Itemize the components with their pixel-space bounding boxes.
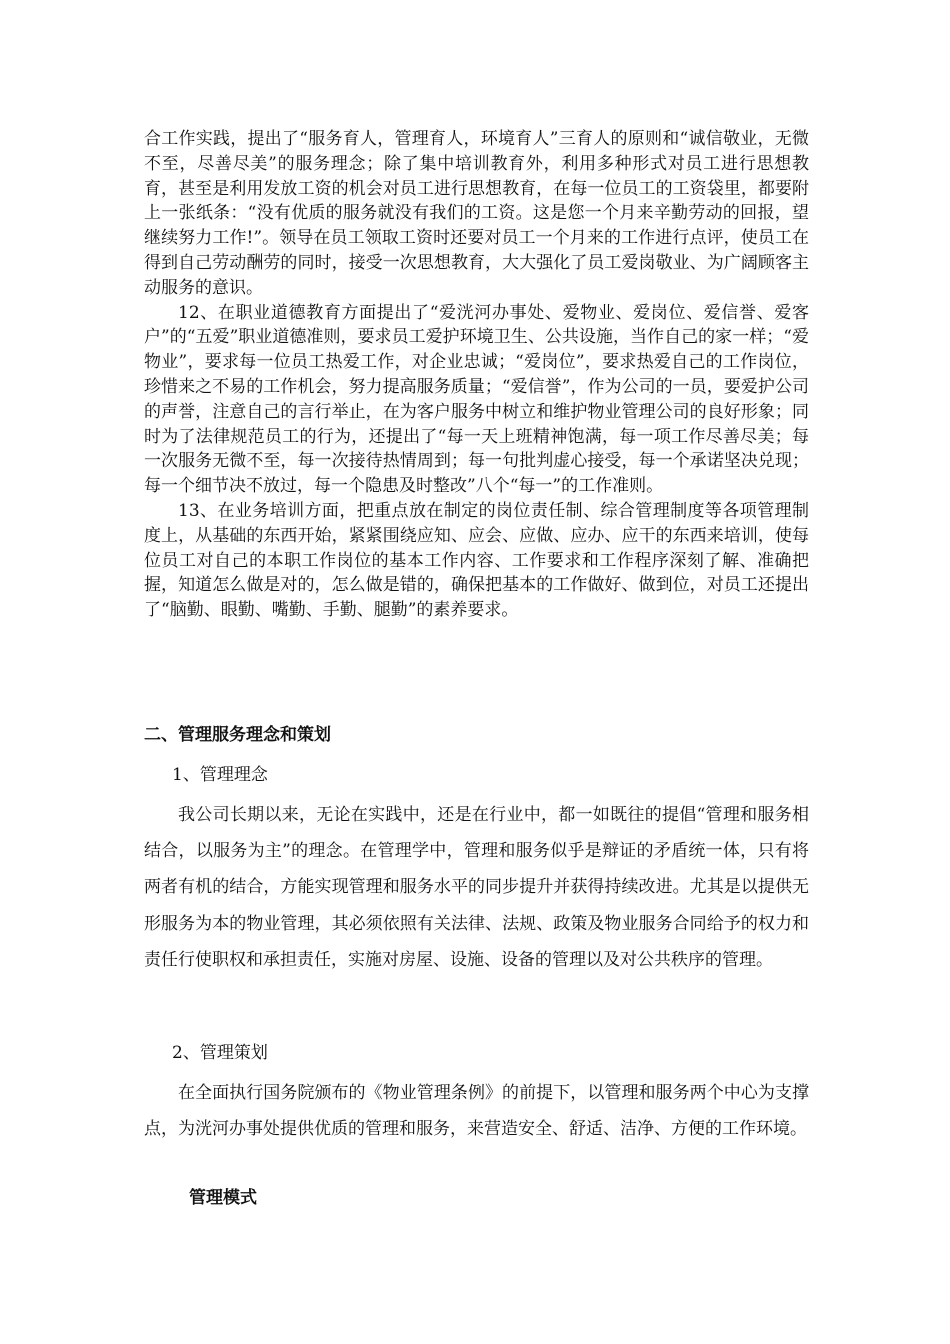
paragraph-13: 13、在业务培训方面，把重点放在制定的岗位责任制、综合管理制度等各项管理制度上，从基础的东西开始，紧紧围绕应知、应会、应做、应办、应干的东西来培训，使每位员工对自己的本职工作岗位的基本工作内容、工作要求和工作程序深刻了解、准确把握，知道怎么做是对的，怎么做是错的，确保把基本的工作做好、做到位，对员工还提出了“脑勤、眼勤、嘴勤、手勤、腿勤”的素养要求。 (144, 500, 809, 621)
paragraph-12: 12、在职业道德教育方面提出了“爱洸河办事处、爱物业、爱岗位、爱信誉、爱客户”的“五爱”职业道德准则，要求员工爱护环境卫生、公共设施，当作自己的家一样；“爱物业”，要求每一位员工热爱工作，对企业忠诚；“爱岗位”，要求热爱自己的工作岗位，珍惜来之不易的工作机会，努力提高服务质量；“爱信誉”，作为公司的一员，要爱护公司的声誉，注意自己的言行举止，在为客户服务中树立和维护物业管理公司的良好形象；同时为了法律规范员工的行为，还提出了“每一天上班精神饱满，每一项工作尽善尽美；每一次服务无微不至，每一次接待热情周到；每一句批判虚心接受，每一个承诺坚决兑现；每一个细节决不放过，每一个隐患及时整改”八个“每一”的工作准则。 (144, 302, 809, 497)
subheading-management-philosophy: 1、管理理念 (172, 765, 268, 785)
management-mode-heading: 管理模式 (189, 1188, 257, 1208)
subheading-management-planning: 2、管理策划 (172, 1043, 268, 1063)
philosophy-text-block (144, 797, 809, 978)
top-text-block (144, 127, 809, 623)
section-heading: 二、管理服务理念和策划 (144, 725, 331, 745)
paragraph-philosophy: 我公司长期以来，无论在实践中，还是在行业中，都一如既往的提倡“管理和服务相结合，以服务为主”的理念。在管理学中，管理和服务似乎是辩证的矛盾统一体，只有将两者有机的结合，方能实现管理和服务水平的同步提升并获得持续改进。尤其是以提供无形服务为本的物业管理，其必须依照有关法律、法规、政策及物业服务合同给予的权力和责任行使职权和承担责任，实施对房屋、设施、设备的管理以及对公共秩序的管理。 (144, 805, 809, 970)
planning-text-block (144, 1075, 809, 1147)
paragraph-planning: 在全面执行国务院颁布的《物业管理条例》的前提下，以管理和服务两个中心为支撑点，为洸河办事处提供优质的管理和服务，来营造安全、舒适、洁净、方便的工作环境。 (144, 1083, 809, 1140)
paragraph-intro: 合工作实践，提出了“服务育人，管理育人，环境育人”三育人的原则和“诚信敬业，无微不至，尽善尽美”的服务理念；除了集中培训教育外，利用多种形式对员工进行思想教育，甚至是利用发放工资的机会对员工进行思想教育，在每一位员工的工资袋里，都要附上一张纸条：“没有优质的服务就没有我们的工资。这是您一个月来辛勤劳动的回报，望继续努力工作!”。领导在员工领取工资时还要对员工一个月来的工作进行点评，使员工在得到自己劳动酬劳的同时，接受一次思想教育，大大强化了员工爱岗敬业、为广阔顾客主动服务的意识。 (144, 129, 809, 298)
